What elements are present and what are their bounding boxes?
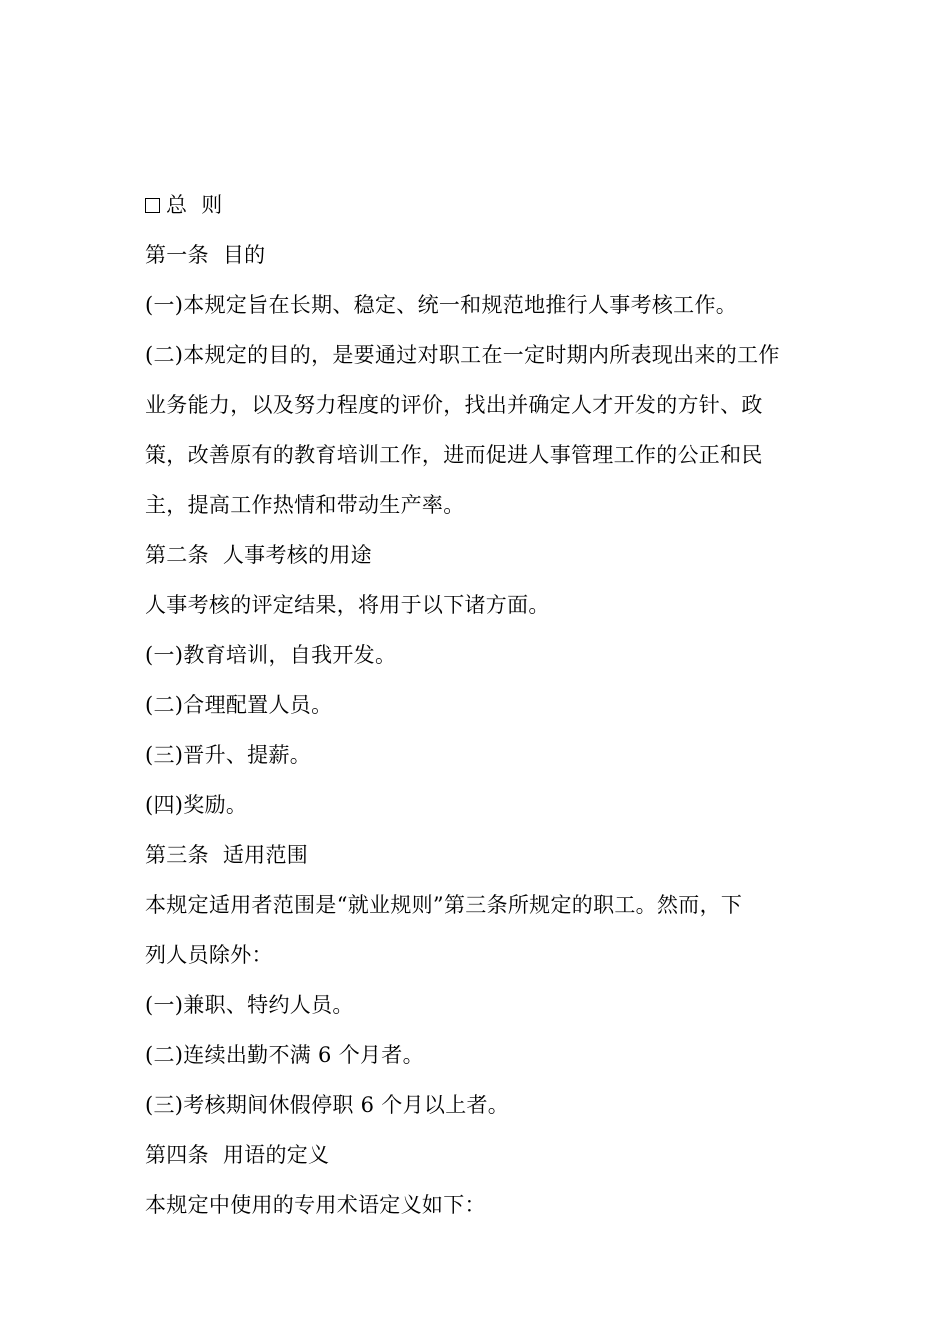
article-title: 第二条 人事考核的用途	[145, 543, 372, 567]
list-item: (二)合理配置人员。	[145, 693, 333, 717]
list-item: (一)兼职、特约人员。	[145, 993, 354, 1017]
section-heading-text: 总 则	[166, 193, 223, 217]
paragraph-line: (二)本规定的目的，是要通过对职工在一定时期内所表现出来的工作	[145, 343, 780, 367]
paragraph-line: 策，改善原有的教育培训工作，进而促进人事管理工作的公正和民	[145, 443, 763, 467]
list-item: (二)连续出勤不满 6 个月者。	[145, 1043, 424, 1067]
checkbox-square-icon	[145, 198, 160, 213]
list-item: (三)考核期间休假停职 6 个月以上者。	[145, 1093, 510, 1117]
document-body	[145, 180, 815, 1230]
list-item: (三)晋升、提薪。	[145, 743, 312, 767]
paragraph-line: 主，提高工作热情和带动生产率。	[145, 493, 465, 517]
list-item: (一)教育培训，自我开发。	[145, 643, 397, 667]
list-item: (四)奖励。	[145, 793, 248, 817]
paragraph-line: 列人员除外：	[145, 943, 273, 967]
paragraph-line: (一)本规定旨在长期、稳定、统一和规范地推行人事考核工作。	[145, 293, 738, 317]
paragraph-line: 业务能力，以及努力程度的评价，找出并确定人才开发的方针、政	[145, 393, 763, 417]
article-title: 第四条 用语的定义	[145, 1143, 330, 1167]
article-title: 第三条 适用范围	[145, 843, 309, 867]
paragraph-line: 人事考核的评定结果，将用于以下诸方面。	[145, 593, 550, 617]
article-title: 第一条 目的	[145, 243, 266, 267]
paragraph-line: 本规定中使用的专用术语定义如下：	[145, 1193, 486, 1217]
paragraph-line: 本规定适用者范围是“就业规则”第三条所规定的职工。然而，下	[145, 893, 743, 917]
section-heading	[145, 180, 815, 230]
